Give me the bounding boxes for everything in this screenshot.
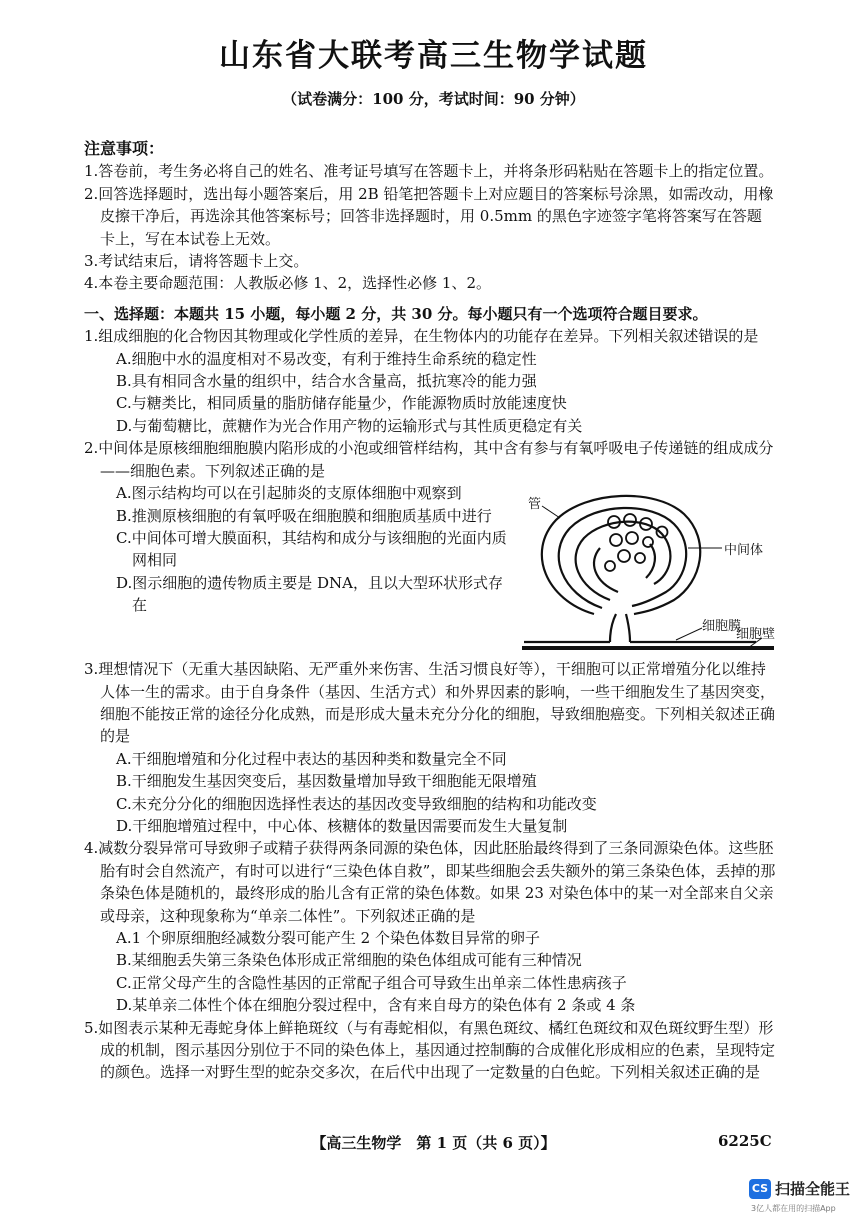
question-4-option-c: C.正常父母产生的含隐性基因的正常配子组合可导致生出单亲二体性患病孩子	[116, 973, 627, 992]
question-4-option-a: A.1 个卵原细胞经减数分裂可能产生 2 个染色体数目异常的卵子	[116, 928, 540, 947]
scanner-tagline: 3亿人都在用的扫描App	[751, 1204, 836, 1213]
question-1-option-d: D.与葡萄糖比，蔗糖作为光合作用产物的运输形式与其性质更稳定有关	[116, 416, 583, 435]
question-4-option-b: B.某细胞丢失第三条染色体形成正常细胞的染色体组成可能有三种情况	[116, 951, 582, 970]
label-cell-membrane: 细胞膜	[702, 619, 742, 635]
question-5-stem: 5.如图表示某种无毒蛇身体上鲜艳斑纹（与有毒蛇相似，有黑色斑纹、橘红色斑纹和双色斑纹野生型）形成的机制，图示基因分别位于不同的染色体上，基因通过控制酶的合成催化形成相应的色素，呈现特定的颜色。选择一对野生型的蛇杂交多次，在后代中出现了一定数量的白色蛇。下列相关叙述正确的是	[84, 1018, 776, 1082]
question-4-stem: 4.减数分裂异常可导致卵子或精子获得两条同源的染色体，因此胚胎最终得到了三条同源染色体。这些胚胎有时会自然流产，有时可以进行“三染色体自救”，即某些细胞会丢失额外的第三条染色体，丢掉的那条染色体是随机的，最终形成的胎儿含有正常的染色体数。如果 23 对染色体中的某一对全部来自父亲或母亲，这种现象称为“单亲二体性”。下列叙述正确的是	[84, 839, 776, 925]
camscanner-logo-icon: CS	[749, 1179, 771, 1199]
question-2-body	[84, 482, 776, 658]
question-2-stem: 2.中间体是原核细胞细胞膜内陷形成的小泡或细管样结构，其中含有参与有氧呼吸电子传递链的组成成分——细胞色素。下列叙述正确的是	[84, 439, 774, 480]
notice-item-4: 4.本卷主要命题范围：人教版必修 1、2，选择性必修 1、2。	[84, 274, 492, 293]
question-3-option-a: A.干细胞增殖和分化过程中表达的基因种类和数量完全不同	[116, 749, 507, 768]
notice-item-3: 3.考试结束后，请将答题卡上交。	[84, 252, 309, 271]
question-3-option-b: B.干细胞发生基因突变后，基因数量增加导致干细胞能无限增殖	[116, 772, 537, 791]
mesosome-figure	[516, 482, 780, 652]
label-mesosome: 中间体	[724, 543, 764, 559]
scanner-app-name: 扫描全能王	[775, 1180, 851, 1198]
exam-subtitle: （试卷满分：100 分，考试时间：90 分钟）	[282, 90, 585, 108]
scanner-watermark	[749, 1176, 867, 1228]
question-4-option-d: D.某单亲二体性个体在细胞分裂过程中，含有来自母方的染色体有 2 条或 4 条	[116, 996, 636, 1015]
question-2-options	[84, 482, 511, 616]
exam-code: 6225C	[718, 1132, 772, 1150]
question-1-stem: 1.组成细胞的化合物因其物理或化学性质的差异，在生物体内的功能存在差异。下列相关叙述错误的是	[84, 327, 759, 346]
page-footer: 【高三生物学 第 1 页（共 6 页）】	[311, 1134, 556, 1152]
question-2-option-b: B.推测原核细胞的有氧呼吸在细胞膜和细胞质基质中进行	[116, 506, 492, 525]
question-3-stem: 3.理想情况下（无重大基因缺陷、无严重外来伤害、生活习惯良好等），干细胞可以正常增殖分化以维持人体一生的需求。由于自身条件（基因、生活方式）和外界因素的影响，一些干细胞发生了基因突变，细胞不能按正常的途径分化成熟，而是形成大量未充分分化的细胞，导致细胞癌变。下列相关叙述正确的是	[84, 660, 776, 746]
question-3-option-d: D.干细胞增殖过程中，中心体、核糖体的数量因需要而发生大量复制	[116, 816, 568, 835]
question-1-option-b: B.具有相同含水量的组织中，结合水含量高，抵抗寒冷的能力强	[116, 372, 537, 391]
question-1-option-a: A.细胞中水的温度相对不易改变，有利于维持生命系统的稳定性	[116, 349, 537, 368]
question-2-option-c: C.中间体可增大膜面积，其结构和成分与该细胞的光面内质网相同	[116, 528, 507, 570]
label-cell-wall: 细胞壁	[736, 627, 776, 643]
exam-title: 山东省大联考高三生物学试题	[219, 38, 648, 74]
question-3-option-c: C.未充分分化的细胞因选择性表达的基因改变导致细胞的结构和功能改变	[116, 794, 597, 813]
question-2-option-d: D.图示细胞的遗传物质主要是 DNA，且以大型环状形式存在	[116, 573, 504, 615]
notice-heading: 注意事项：	[84, 139, 165, 158]
section-heading: 一、选择题：本题共 15 小题，每小题 2 分，共 30 分。每小题只有一个选项符合题目要求。	[84, 304, 708, 323]
label-tube: 管	[528, 497, 542, 513]
exam-content	[84, 138, 776, 1084]
notice-item-1: 1.答卷前，考生务必将自己的姓名、准考证号填写在答题卡上，并将条形码粘贴在答题卡上的指定位置。	[84, 162, 774, 181]
question-2-option-a: A.图示结构均可以在引起肺炎的支原体细胞中观察到	[116, 484, 462, 503]
notice-item-2: 2.回答选择题时，选出每小题答案后，用 2B 铅笔把答题卡上对应题目的答案标号涂黑，如需改动，用橡皮擦干净后，再选涂其他答案标号；回答非选择题时，用 0.5mm 的黑色字迹签字笔将答案写在答题卡上，写在本试卷上无效。	[84, 184, 774, 248]
question-1-option-c: C.与糖类比，相同质量的脂肪储存能量少，作能源物质时放能速度快	[116, 394, 567, 413]
